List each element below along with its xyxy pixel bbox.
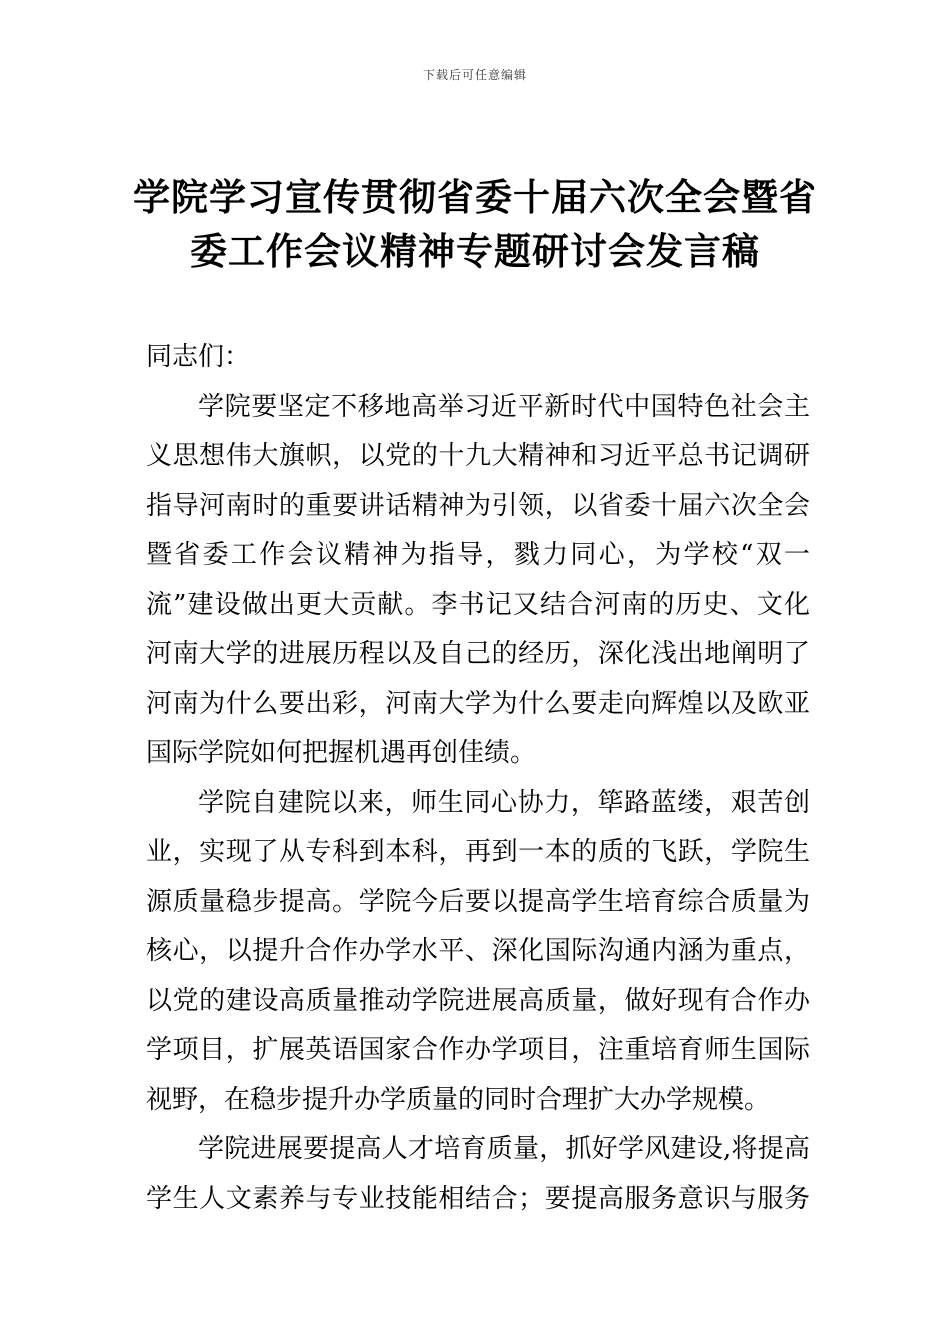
text-line: 学院进展要提高人才培育质量，抓好学风建设,将提高 <box>198 1134 810 1164</box>
text-line: 学项目，扩展英语国家合作办学项目，注重培育师生国际 <box>146 1035 810 1065</box>
title-line: 委工作会议精神专题研讨会发言稿 <box>190 229 760 273</box>
text-line: 源质量稳步提高。学院今后要以提高学生培育综合质量为 <box>146 886 810 917</box>
text-line: 义思想伟大旗帜，以党的十九大精神和习近平总书记调研 <box>146 441 810 471</box>
text-line: 学院要坚定不移地高举习近平新时代中国特色社会主 <box>198 391 810 422</box>
salutation: 同志们： <box>146 342 251 372</box>
text-line: 指导河南时的重要讲话精神为引领，以省委十届六次全会 <box>146 490 810 521</box>
text-line: 以党的建设高质量推动学院进展高质量，做好现有合作办 <box>146 985 810 1016</box>
document-title <box>120 170 830 278</box>
text-line: 学生人文素养与专业技能相结合；要提高服务意识与服务 <box>146 1183 810 1214</box>
text-line: 河南为什么要出彩，河南大学为什么要走向辉煌以及欧亚 <box>146 688 810 719</box>
paragraph <box>146 779 810 1126</box>
text-line: 业，实现了从专科到本科，再到一本的质的飞跃，学院生 <box>146 837 810 867</box>
title-line: 学院学习宣传贯彻省委十届六次全会暨省 <box>133 175 817 219</box>
paragraph <box>146 383 810 779</box>
text-line: 核心，以提升合作办学水平、深化国际沟通内涵为重点， <box>146 936 810 966</box>
document-body <box>146 333 810 1224</box>
text-line: 河南大学的进展历程以及自己的经历，深化浅出地阐明了 <box>146 639 810 669</box>
text-line: 暨省委工作会议精神为指导，戮力同心，为学校“双一 <box>146 540 810 570</box>
text-line: 国际学院如何把握机遇再创佳绩。 <box>146 738 537 768</box>
text-line: 流”建设做出更大贡献。李书记又结合河南的历史、文化 <box>146 589 810 620</box>
paragraph <box>146 1125 810 1224</box>
text-line: 学院自建院以来，师生同心协力，筚路蓝缕，艰苦创 <box>198 787 810 818</box>
header-note: 下载后可任意编辑 <box>422 68 527 82</box>
text-line: 视野，在稳步提升办学质量的同时合理扩大办学规模。 <box>146 1084 771 1115</box>
